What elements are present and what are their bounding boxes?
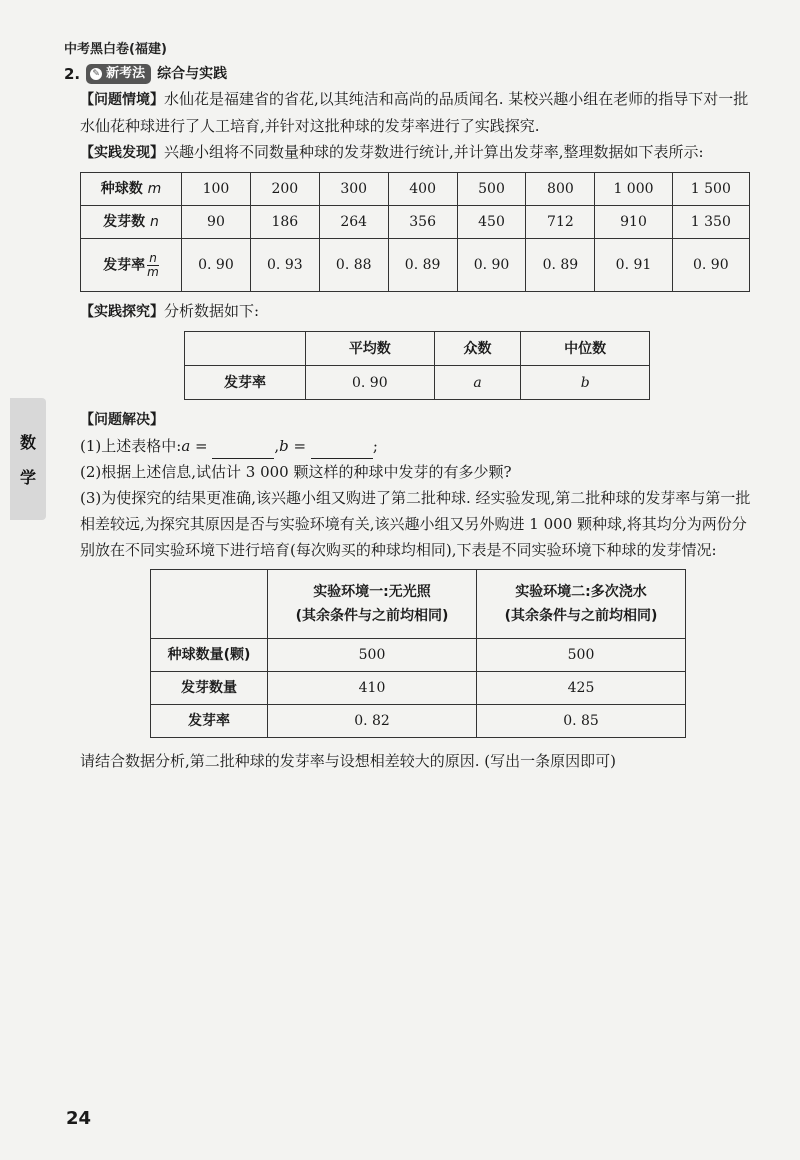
statistics-table bbox=[184, 331, 650, 400]
table-cell: 0. 82 bbox=[268, 705, 477, 738]
table-cell: 0. 91 bbox=[595, 239, 672, 292]
final-prompt: 请结合数据分析,第二批种球的发芽率与设想相差较大的原因. (写出一条原因即可) bbox=[80, 752, 617, 770]
column-header: 实验环境二:多次浇水 (其余条件与之前均相同) bbox=[477, 570, 686, 639]
table-cell: 0. 93 bbox=[250, 239, 319, 292]
var-b: b bbox=[279, 437, 289, 455]
solve-heading bbox=[64, 406, 754, 433]
column-header: 中位数 bbox=[521, 332, 650, 366]
column-header: 平均数 bbox=[306, 332, 435, 366]
subquestion-2: (2)根据上述信息,试估计 3 000 颗这样的种球中发芽的有多少颗? bbox=[80, 463, 512, 481]
equals-sign: = bbox=[190, 437, 213, 455]
table-cell: 500 bbox=[268, 639, 477, 672]
table-row bbox=[185, 366, 650, 400]
table-cell: a bbox=[434, 366, 521, 400]
question-title: 综合与实践 bbox=[157, 66, 228, 82]
book-title: 中考黑白卷(福建) bbox=[64, 42, 167, 57]
table-cell: 0. 90 bbox=[457, 239, 526, 292]
situation-text: 水仙花是福建省的省花,以其纯洁和高尚的品质闻名. 某校兴趣小组在老师的指导下对一批水仙花种球进行了人工培育,并针对这批种球的发芽率进行了实践探究. bbox=[80, 90, 749, 135]
column-header: 众数 bbox=[434, 332, 521, 366]
table-cell: 400 bbox=[388, 173, 457, 206]
new-method-badge bbox=[86, 64, 151, 84]
row-header: 种球数 m bbox=[81, 173, 182, 206]
table-row bbox=[185, 332, 650, 366]
table-cell: 500 bbox=[477, 639, 686, 672]
discovery-text: 兴趣小组将不同数量种球的发芽数进行统计,并计算出发芽率,整理数据如下表所示: bbox=[164, 143, 704, 161]
germination-data-table bbox=[80, 172, 750, 292]
table-cell: 712 bbox=[526, 206, 595, 239]
explore-text: 分析数据如下: bbox=[164, 302, 260, 320]
q1-prefix: (1)上述表格中: bbox=[80, 437, 182, 455]
table-cell: 0. 89 bbox=[388, 239, 457, 292]
table-cell: 90 bbox=[182, 206, 251, 239]
badge-label: 新考法 bbox=[106, 66, 146, 81]
subject-char: 数 bbox=[19, 433, 36, 452]
table-cell: 410 bbox=[268, 672, 477, 705]
table-row bbox=[81, 206, 750, 239]
column-header: 实验环境一:无光照 (其余条件与之前均相同) bbox=[268, 570, 477, 639]
table-cell: 186 bbox=[250, 206, 319, 239]
table-cell: 300 bbox=[319, 173, 388, 206]
table-row bbox=[151, 672, 686, 705]
var-a: a bbox=[181, 437, 191, 455]
table-cell: b bbox=[521, 366, 650, 400]
subject-char: 学 bbox=[19, 468, 36, 487]
separator: , bbox=[274, 437, 280, 455]
table-row bbox=[151, 639, 686, 672]
explore-tag: 【实践探究】 bbox=[80, 304, 164, 320]
environment-table bbox=[150, 569, 686, 738]
lightbulb-icon: ✎ bbox=[90, 68, 102, 80]
answer-blank-a[interactable] bbox=[212, 442, 274, 459]
situation-paragraph bbox=[64, 86, 754, 139]
solve-tag: 【问题解决】 bbox=[80, 412, 164, 428]
question-content bbox=[64, 62, 754, 774]
rate-fraction: $\frac{n}{m}$ bbox=[147, 250, 159, 279]
table-cell: 356 bbox=[388, 206, 457, 239]
table-cell: 0. 89 bbox=[526, 239, 595, 292]
discovery-paragraph bbox=[64, 139, 754, 166]
explore-paragraph bbox=[64, 298, 754, 325]
subject-tab bbox=[10, 398, 46, 520]
table-cell: 0. 85 bbox=[477, 705, 686, 738]
table-cell: 500 bbox=[457, 173, 526, 206]
table-row bbox=[151, 705, 686, 738]
table-cell: 0. 88 bbox=[319, 239, 388, 292]
subquestion-1 bbox=[64, 433, 754, 459]
empty-cell bbox=[185, 332, 306, 366]
answer-blank-b[interactable] bbox=[311, 442, 373, 459]
row-header: 发芽率 bbox=[151, 705, 268, 738]
table-cell: 0. 90 bbox=[306, 366, 435, 400]
row-header: 发芽数量 bbox=[151, 672, 268, 705]
table-cell: 264 bbox=[319, 206, 388, 239]
situation-tag: 【问题情境】 bbox=[80, 92, 164, 108]
table-cell: 0. 90 bbox=[672, 239, 749, 292]
table-row bbox=[81, 239, 750, 292]
page-number: 24 bbox=[66, 1108, 92, 1129]
table-cell: 425 bbox=[477, 672, 686, 705]
empty-cell bbox=[151, 570, 268, 639]
table-cell: 1 000 bbox=[595, 173, 672, 206]
question-number: 2. bbox=[64, 65, 81, 83]
row-header: 种球数量(颗) bbox=[151, 639, 268, 672]
question-header bbox=[64, 62, 754, 86]
table-cell: 200 bbox=[250, 173, 319, 206]
table-cell: 1 350 bbox=[672, 206, 749, 239]
table-row bbox=[151, 570, 686, 639]
subquestion-3: (3)为使探究的结果更准确,该兴趣小组又购进了第二批种球. 经实验发现,第二批种球的发芽率与第一批相差较远,为探究其原因是否与实验环境有关,该兴趣小组又另外购进 1 000 颗种球,将其均分为两份分别放在不同实验环境下进行培育(每次购买的种球均相同),下表是不同实验环境下种球的发芽情况: bbox=[80, 489, 751, 559]
discovery-tag: 【实践发现】 bbox=[80, 145, 164, 161]
table-cell: 1 500 bbox=[672, 173, 749, 206]
table-cell: 450 bbox=[457, 206, 526, 239]
table-cell: 0. 90 bbox=[182, 239, 251, 292]
row-header: 发芽率 bbox=[185, 366, 306, 400]
table-row bbox=[81, 173, 750, 206]
table-cell: 800 bbox=[526, 173, 595, 206]
table-cell: 910 bbox=[595, 206, 672, 239]
table-cell: 100 bbox=[182, 173, 251, 206]
equals-sign: = bbox=[288, 437, 311, 455]
row-header: 发芽率 $\frac{n}{m}$ bbox=[81, 239, 182, 292]
row-header: 发芽数 n bbox=[81, 206, 182, 239]
q1-end: ; bbox=[372, 437, 378, 455]
